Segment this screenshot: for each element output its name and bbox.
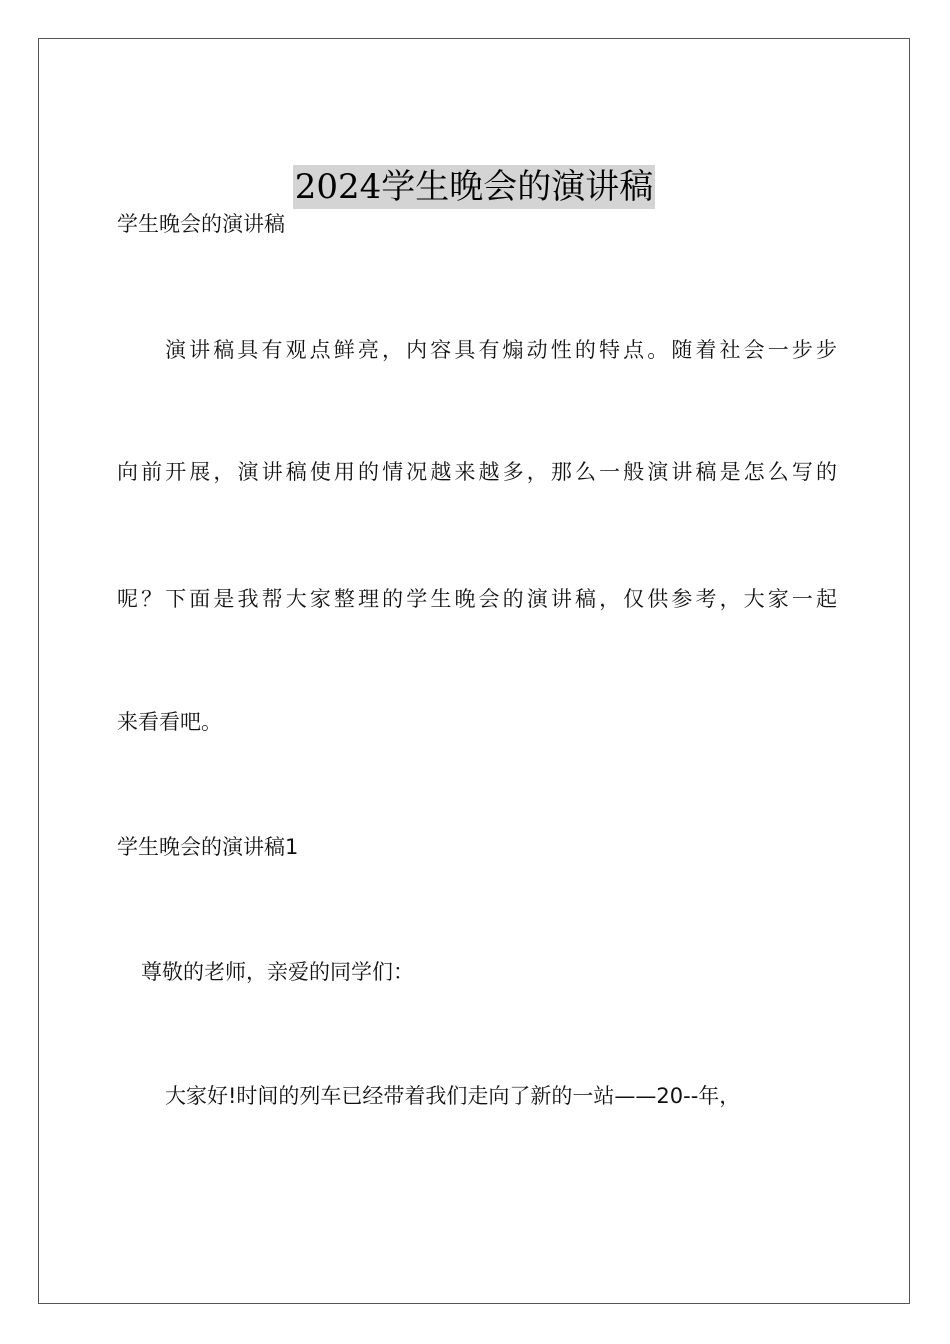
intro-line-1: 演讲稿具有观点鲜亮，内容具有煽动性的特点。随着社会一步步 xyxy=(165,338,837,362)
title-container xyxy=(39,165,909,209)
document-title: 2024学生晚会的演讲稿 xyxy=(294,167,654,207)
document-subtitle: 学生晚会的演讲稿 xyxy=(117,212,285,236)
document-page xyxy=(38,38,910,1304)
section-heading: 学生晚会的演讲稿1 xyxy=(117,835,299,859)
body-line-1: 大家好!时间的列车已经带着我们走向了新的一站——20--年， xyxy=(165,1084,741,1108)
intro-line-4: 来看看吧。 xyxy=(117,710,222,734)
intro-line-2: 向前开展，演讲稿使用的情况越来越多，那么一般演讲稿是怎么写的 xyxy=(117,460,837,484)
salutation: 尊敬的老师，亲爱的同学们： xyxy=(141,960,414,984)
intro-line-3: 呢？下面是我帮大家整理的学生晚会的演讲稿，仅供参考，大家一起 xyxy=(117,587,837,611)
